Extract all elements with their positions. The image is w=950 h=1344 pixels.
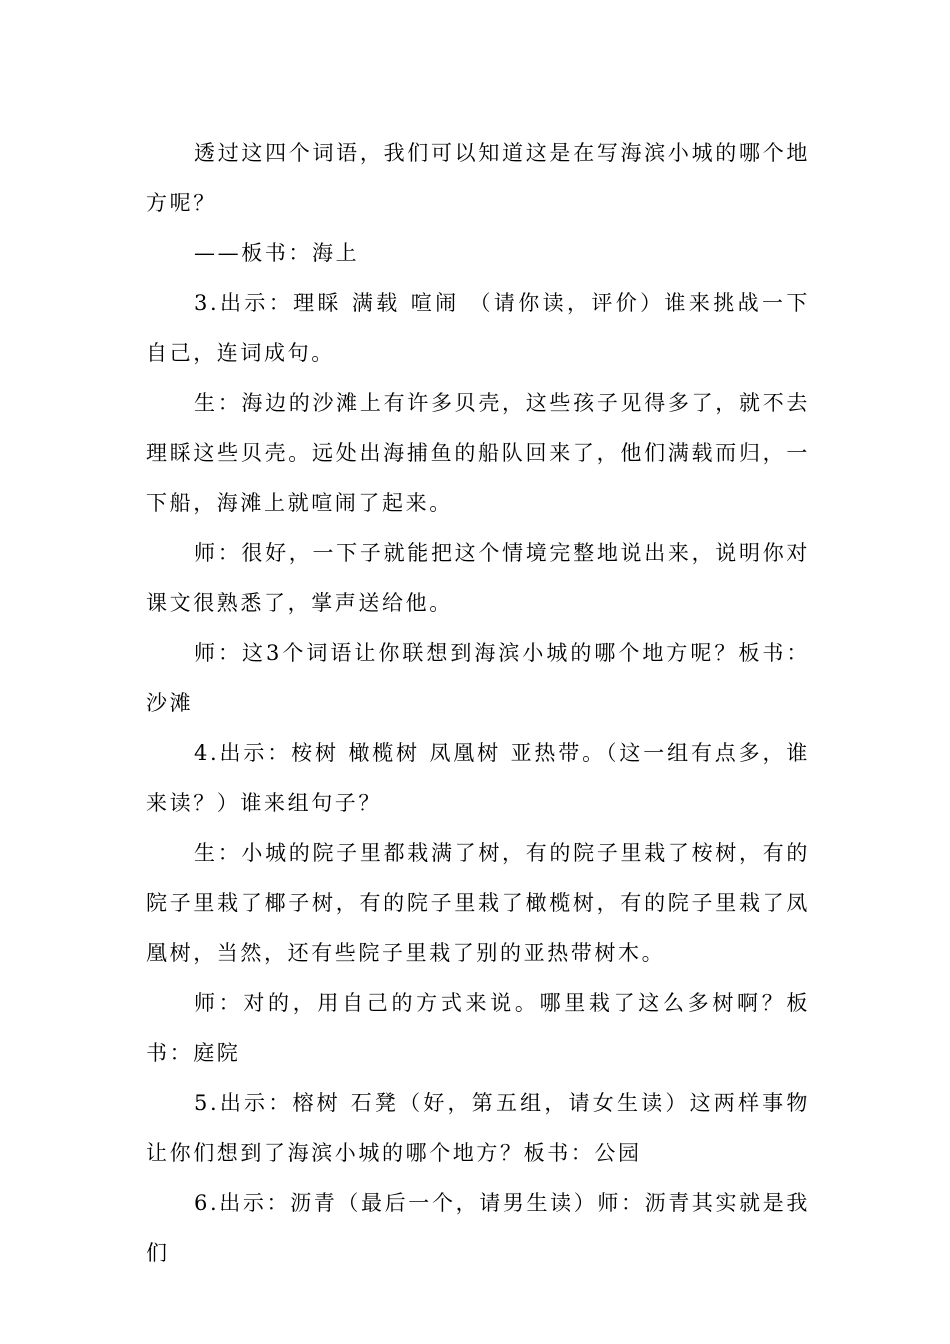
paragraph-teacher-praise: 师：很好，一下子就能把这个情境完整地说出来，说明你对课文很熟悉了，掌声送给他。	[146, 541, 810, 615]
paragraph-student-answer-1: 生：海边的沙滩上有许多贝壳，这些孩子见得多了，就不去理睬这些贝壳。远处出海捕鱼的船队回来了，他们满载而归，一下船，海滩上就喧闹了起来。	[146, 391, 810, 515]
paragraph-board-courtyard: 师：对的，用自己的方式来说。哪里栽了这么多树啊？板书：庭院	[146, 991, 810, 1065]
paragraph-student-answer-2: 生：小城的院子里都栽满了树，有的院子里栽了桉树，有的院子里栽了椰子树，有的院子里栽了橄榄树，有的院子里栽了凤凰树，当然，还有些院子里栽了别的亚热带树木。	[146, 841, 810, 965]
paragraph-board-sea: ——板书：海上	[194, 241, 360, 265]
paragraph-step-6: 6.出示：沥青（最后一个，请男生读）师：沥青其实就是我们	[146, 1191, 810, 1265]
paragraph-question: 透过这四个词语，我们可以知道这是在写海滨小城的哪个地方呢？	[146, 141, 810, 215]
paragraph-board-beach: 师：这3个词语让你联想到海滨小城的哪个地方呢？板书：沙滩	[146, 641, 810, 715]
paragraph-step-4: 4.出示：桉树 橄榄树 凤凰树 亚热带。（这一组有点多，谁来读？）谁来组句子？	[146, 741, 810, 815]
document-body	[146, 128, 810, 1278]
paragraph-step-5: 5.出示：榕树 石凳（好，第五组，请女生读）这两样事物让你们想到了海滨小城的哪个地方？板书：公园	[146, 1091, 810, 1165]
paragraph-step-3: 3.出示：理睬 满载 喧闹 （请你读，评价）谁来挑战一下自己，连词成句。	[146, 291, 810, 365]
